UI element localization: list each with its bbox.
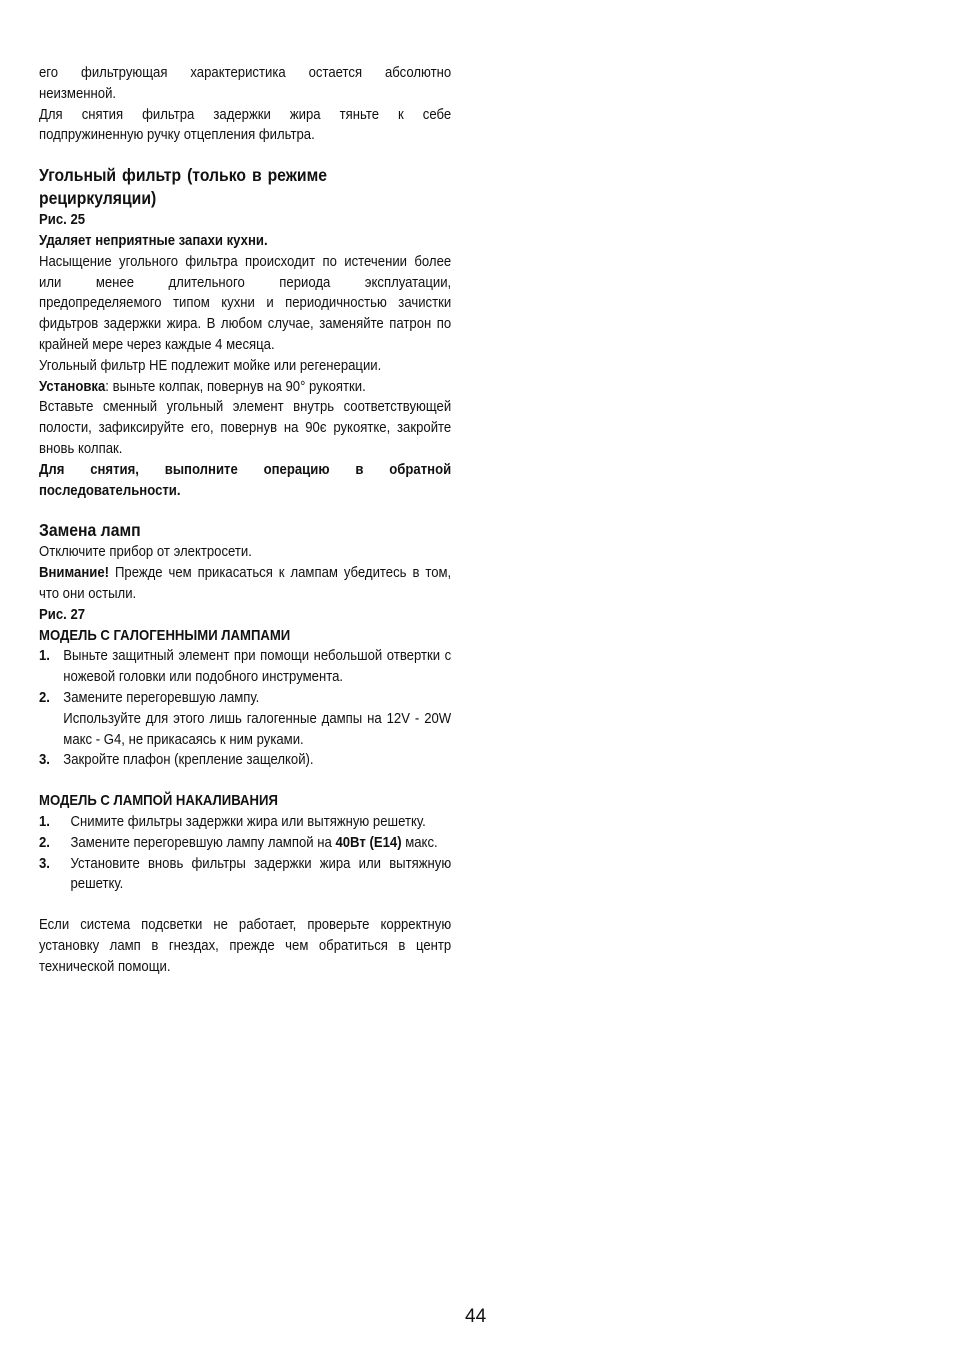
lamps-warning [39, 563, 451, 605]
install-label: Установка [39, 378, 106, 395]
carbon-paragraph-3: Вставьте сменный угольный элемент внутрь соответствующей полости, зафиксируйте его, повернув на 90є рукоятке, закройте вновь колпак. [39, 399, 452, 457]
step-text: Выньте защитный элемент при помощи небольшой отвертки с ножевой головки или подобного инструмента. [63, 648, 452, 686]
lamps-fig-ref: Рис. 27 [39, 606, 86, 623]
intro-paragraph-2: Для снятия фильтра задержки жира тяньте к себе подпружиненную ручку отцепления фильтра. [39, 106, 452, 144]
carbon-filter-heading: Угольный фильтр (только в режиме рециркуляции) [39, 165, 327, 209]
step-number: 1. [39, 813, 50, 830]
carbon-paragraph-1: Насыщение угольного фильтра происходит по истечении более или менее длительного периода эксплуатации, предопределяемого типом кухни и периодичностью зачистки фидьтров задержки жира. В любом случае, заменяйте патрон по крайней мере через каждые 4 месяца. [39, 253, 452, 353]
list-item [39, 854, 451, 896]
step-text: Снимите фильтры задержки жира или вытяжную решетку. [70, 813, 426, 830]
step-text-part-2: макс. [401, 834, 438, 851]
step-number: 3. [39, 855, 50, 872]
list-item [39, 812, 451, 833]
lamps-heading: Замена ламп [39, 520, 141, 541]
incandescent-steps [39, 812, 451, 895]
spacer [39, 895, 451, 915]
step-number: 1. [39, 648, 50, 665]
step-text-part-1: Замените перегоревшую лампу лампой на [70, 834, 336, 851]
step-text: Закройте плафон (крепление защелкой). [63, 752, 314, 769]
intro-paragraph-1: его фильтрующая характеристика остается абсолютно неизменной. [39, 65, 452, 102]
step-number: 2. [39, 834, 50, 851]
step-text-line-1: Замените перегоревшую лампу. [63, 689, 260, 706]
warning-label: Внимание! [39, 565, 110, 582]
incandescent-heading: МОДЕЛЬ С ЛАМПОЙ НАКАЛИВАНИЯ [39, 793, 278, 810]
carbon-install [39, 377, 451, 398]
step-text [71, 833, 452, 854]
lamps-paragraph-1: Отключите прибор от электросети. [39, 544, 252, 561]
step-text [63, 688, 451, 750]
warning-text: Прежде чем прикасаться к лампам убедитесь в том, что они остыли. [39, 565, 452, 602]
step-number: 2. [39, 689, 50, 706]
step-text-line-2: Используйте для этого лишь галогенные дампы на 12V - 20W макс - G4, не прикасаясь к ним руками. [63, 710, 452, 748]
install-text: : выньте колпак, повернув на 90° рукоятки. [105, 378, 366, 395]
spacer [39, 771, 451, 791]
halogen-steps [39, 646, 451, 771]
carbon-paragraph-2: Угольный фильтр НЕ подлежит мойке или регенерации. [39, 357, 382, 374]
page-number: 44 [465, 1306, 487, 1327]
halogen-heading: МОДЕЛЬ С ГАЛОГЕННЫМИ ЛАМПАМИ [39, 627, 291, 644]
carbon-subheading: Удаляет неприятные запахи кухни. [39, 232, 268, 249]
carbon-paragraph-4: Для снятия, выполните операцию в обратной последовательности. [39, 461, 452, 499]
list-item [39, 750, 451, 771]
main-column [39, 63, 451, 977]
step-text-bold: 40Вт (E14) [335, 834, 402, 851]
step-text: Установите вновь фильтры задержки жира или вытяжную решетку. [70, 855, 452, 893]
list-item [39, 688, 451, 750]
carbon-fig-ref: Рис. 25 [39, 212, 86, 229]
closing-paragraph: Если система подсветки не работает, проверьте корректную установку ламп в гнездах, прежде чем обратиться в центр технической помощи. [39, 917, 452, 975]
list-item [39, 833, 451, 854]
list-item [39, 646, 451, 688]
step-number: 3. [39, 752, 50, 769]
